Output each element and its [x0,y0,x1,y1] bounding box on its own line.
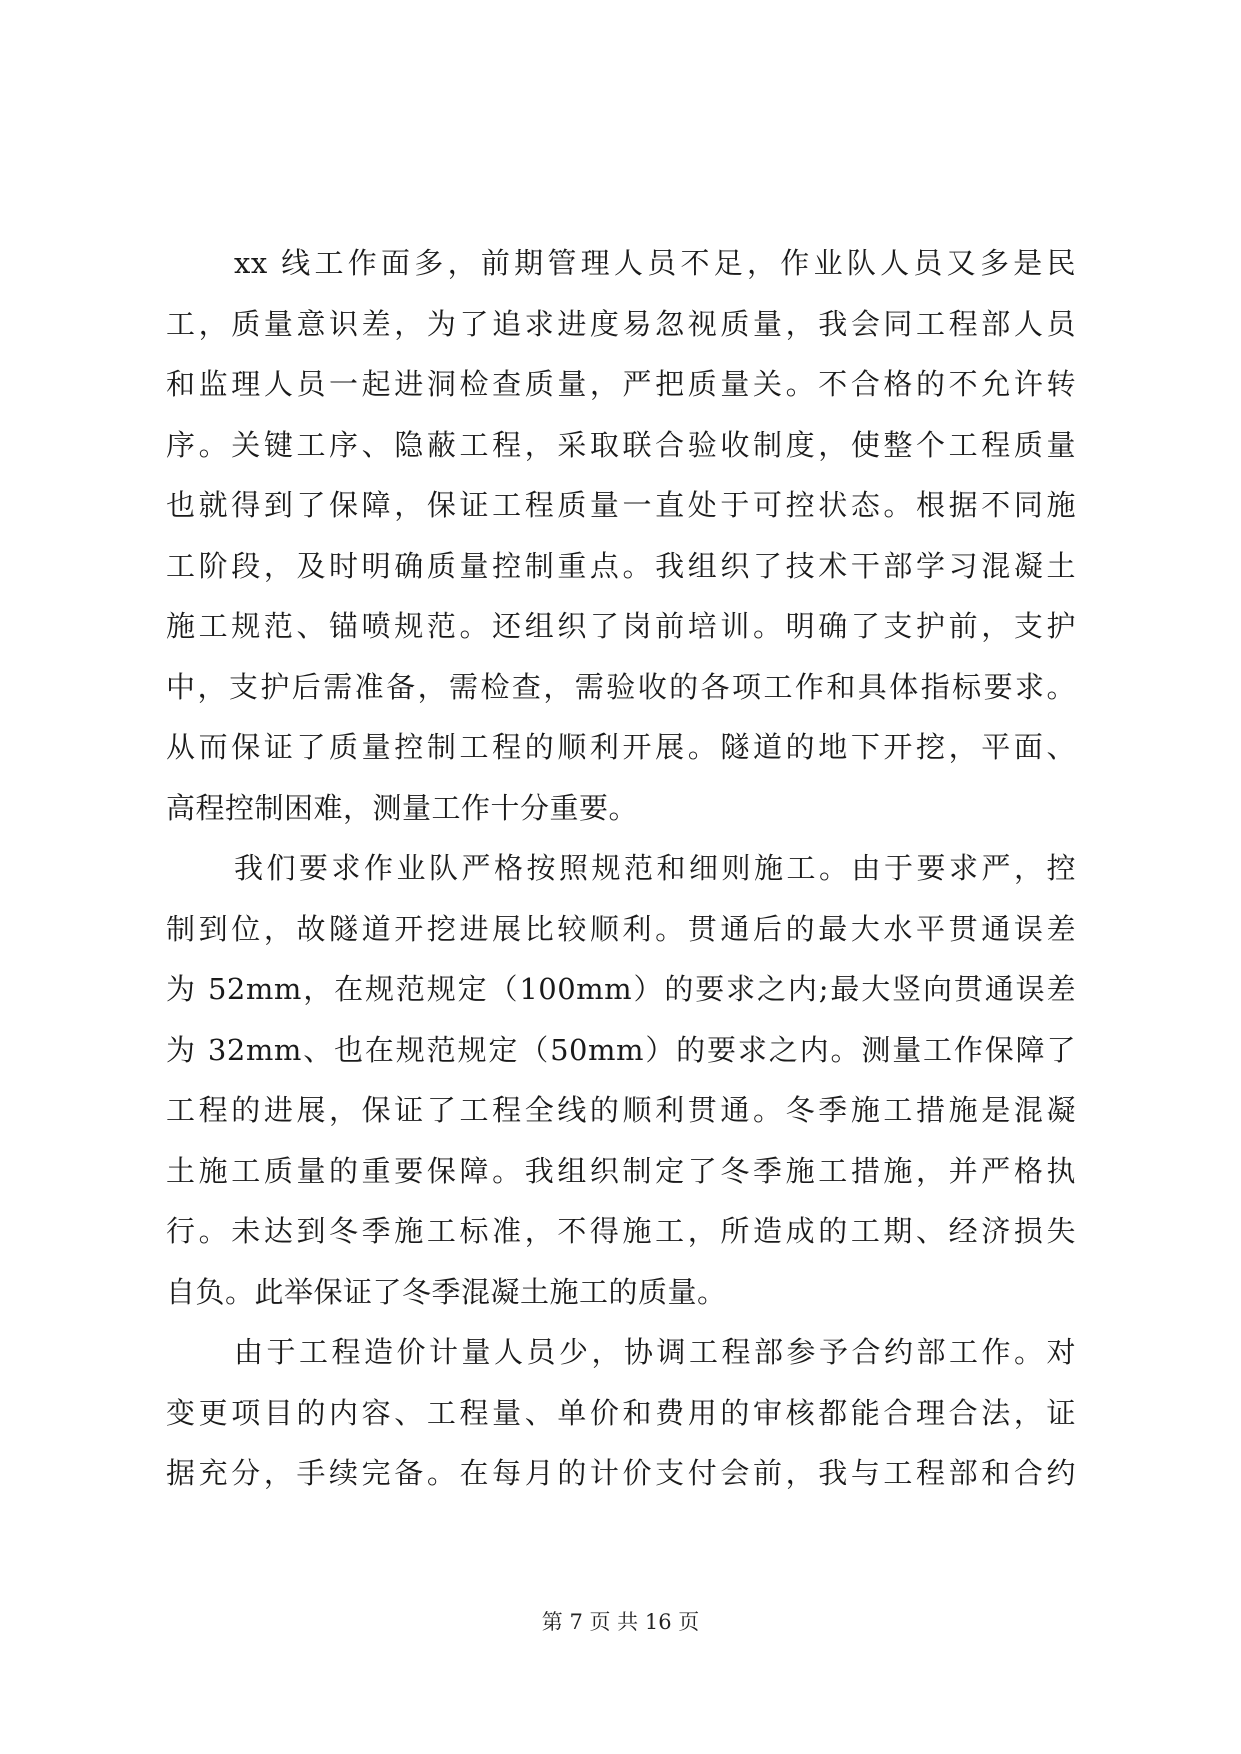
document-body [166,233,1076,1504]
text-line: 据充分，手续完备。在每月的计价支付会前，我与工程部和合约 [166,1456,1076,1490]
text-line: 我们要求作业队严格按照规范和细则施工。由于要求严，控 [234,851,1076,885]
text-line: 为 52mm，在规范规定（100mm）的要求之内;最大竖向贯通误差 [166,972,1076,1006]
text-line: 施工规范、锚喷规范。还组织了岗前培训。明确了支护前，支护 [166,609,1076,643]
text-line: 工程的进展，保证了工程全线的顺利贯通。冬季施工措施是混凝 [166,1093,1076,1127]
paragraph-3 [166,1322,1076,1504]
text-line: 自负。此举保证了冬季混凝土施工的质量。 [166,1274,727,1309]
text-line: 变更项目的内容、工程量、单价和费用的审核都能合理合法，证 [166,1395,1076,1430]
text-line: 中，支护后需准备，需检查，需验收的各项工作和具体指标要求。 [166,669,1076,704]
text-line: 制到位，故隧道开挖进展比较顺利。贯通后的最大水平贯通误差 [166,911,1076,946]
text-line: 也就得到了保障，保证工程质量一直处于可控状态。根据不同施 [166,488,1076,522]
text-line: 由于工程造价计量人员少，协调工程部参予合约部工作。对 [234,1335,1076,1369]
page-footer: 第 7 页 共 16 页 [541,1610,700,1634]
paragraph-2 [166,838,1076,1322]
text-line: 从而保证了质量控制工程的顺利开展。隧道的地下开挖，平面、 [166,730,1076,764]
text-line: 工，质量意识差，为了追求进度易忽视质量，我会同工程部人员 [166,306,1076,341]
paragraph-1 [166,233,1076,838]
text-line: xx 线工作面多，前期管理人员不足，作业队人员又多是民 [234,246,1076,280]
text-line: 高程控制困难，测量工作十分重要。 [166,790,639,825]
text-line: 和监理人员一起进洞检查质量，严把质量关。不合格的不允许转 [166,367,1076,401]
text-line: 行。未达到冬季施工标准，不得施工，所造成的工期、经济损失 [166,1214,1076,1248]
text-line: 土施工质量的重要保障。我组织制定了冬季施工措施，并严格执 [166,1153,1076,1188]
text-line: 工阶段，及时明确质量控制重点。我组织了技术干部学习混凝土 [166,548,1076,583]
text-line: 为 32mm、也在规范规定（50mm）的要求之内。测量工作保障了 [166,1032,1076,1067]
text-line: 序。关键工序、隐蔽工程，采取联合验收制度，使整个工程质量 [166,427,1076,462]
